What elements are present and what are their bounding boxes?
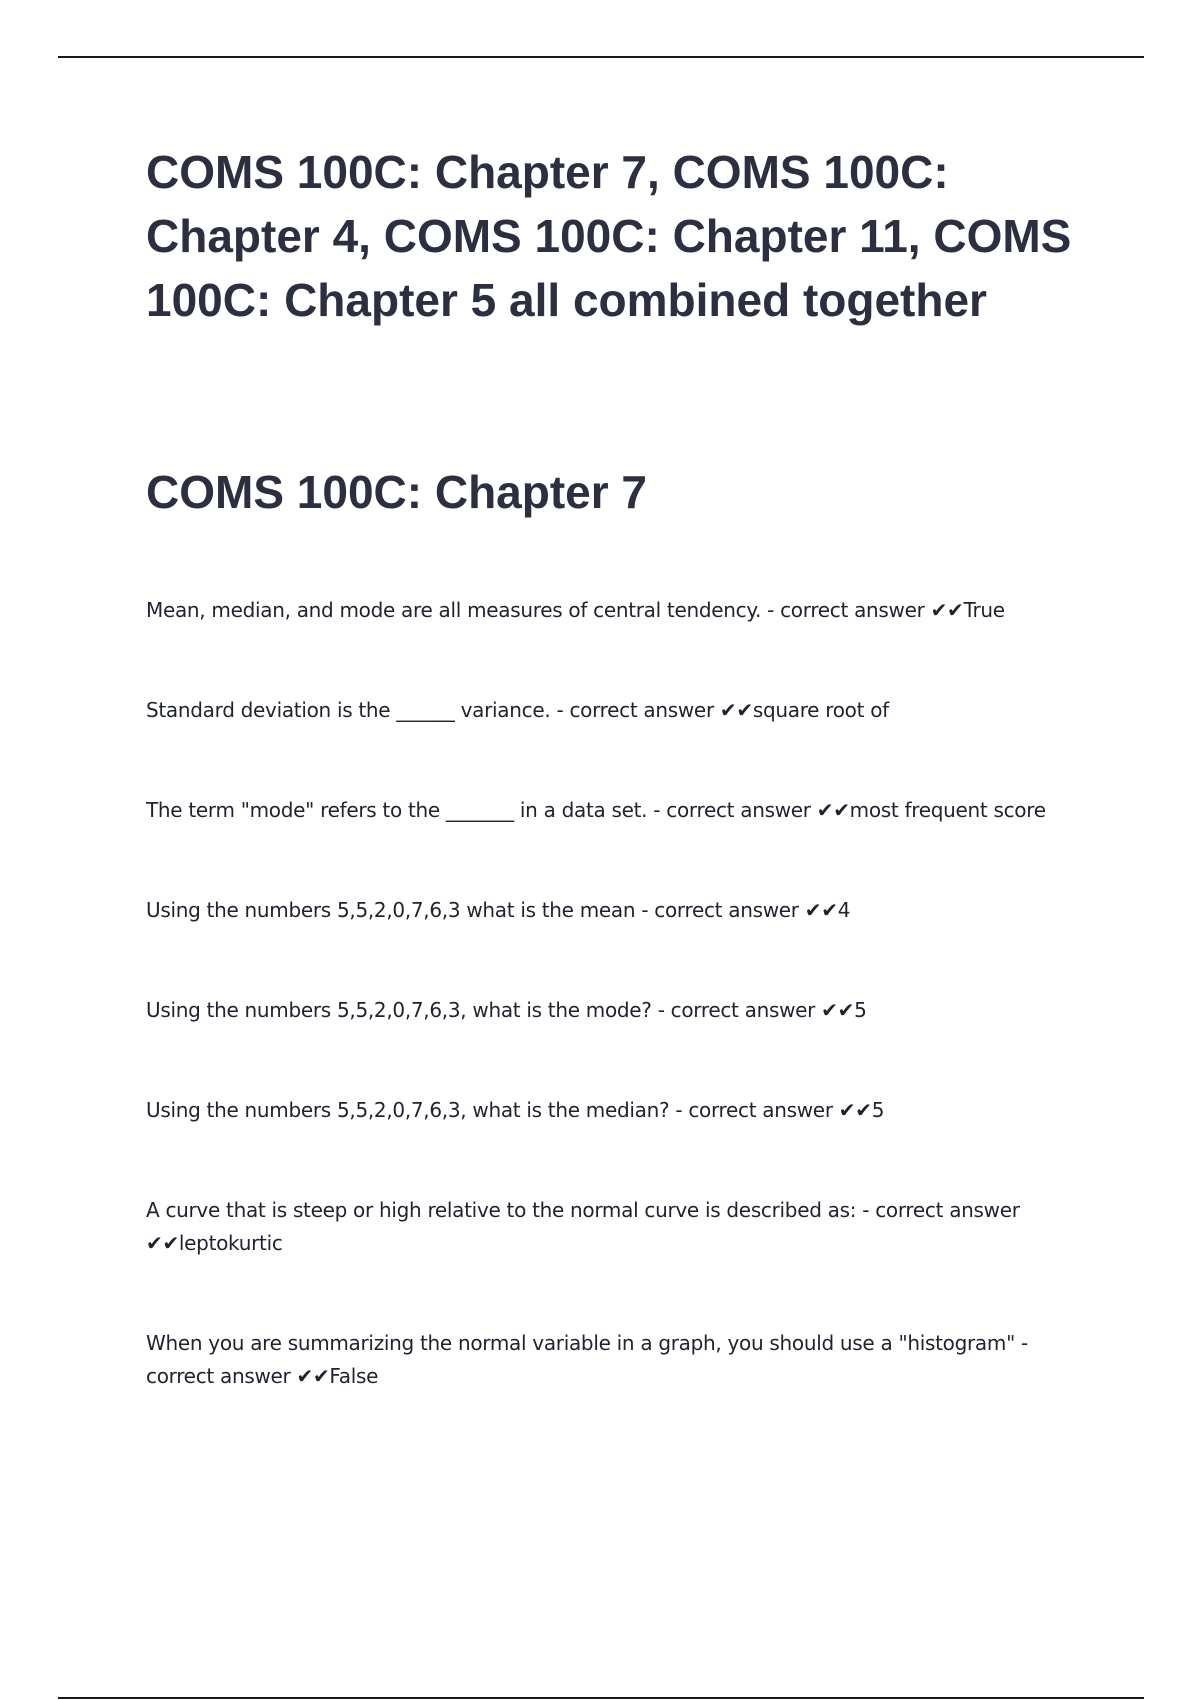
qa-item: [146, 1194, 1086, 1260]
qa-question: Using the numbers 5,5,2,0,7,6,3, what is the median?: [146, 1098, 670, 1122]
qa-item: [146, 894, 1086, 927]
qa-separator: - correct answer: [146, 1331, 1028, 1388]
qa-item: [146, 994, 1086, 1027]
qa-separator: - correct answer: [550, 698, 720, 722]
footer-rule: [58, 1697, 1144, 1699]
qa-item: [146, 1094, 1086, 1127]
check-icon: ✔✔: [719, 698, 753, 722]
qa-answer: square root of: [752, 698, 889, 722]
qa-item: [146, 1327, 1086, 1393]
qa-question: Using the numbers 5,5,2,0,7,6,3, what is the mode?: [146, 998, 652, 1022]
qa-question: When you are summarizing the normal variable in a graph, you should use a "histogram": [146, 1331, 1015, 1355]
check-icon: ✔✔: [930, 598, 964, 622]
qa-separator: - correct answer: [635, 898, 805, 922]
qa-separator: - correct answer: [651, 998, 822, 1022]
qa-item: [146, 794, 1086, 827]
qa-question: Using the numbers 5,5,2,0,7,6,3 what is the mean: [146, 898, 636, 922]
qa-separator: - correct answer: [856, 1198, 1020, 1222]
qa-question: The term "mode" refers to the _______ in a data set.: [146, 798, 648, 822]
header-rule: [58, 56, 1144, 58]
qa-item: [146, 694, 1086, 727]
qa-question: Mean, median, and mode are all measures of central tendency.: [146, 598, 762, 622]
qa-question: Standard deviation is the ______ variance.: [146, 698, 551, 722]
qa-separator: - correct answer: [647, 798, 817, 822]
qa-answer: False: [329, 1364, 379, 1388]
document-title: COMS 100C: Chapter 7, COMS 100C: Chapter 4, COMS 100C: Chapter 11, COMS 100C: Chapter 5 all combined together: [146, 146, 1072, 326]
qa-answer: True: [963, 598, 1005, 622]
qa-answer: 4: [837, 898, 851, 922]
qa-answer: 5: [871, 1098, 885, 1122]
qa-answer: 5: [854, 998, 867, 1022]
check-icon: ✔✔: [804, 898, 838, 922]
section-title: COMS 100C: Chapter 7: [146, 466, 648, 518]
qa-separator: - correct answer: [669, 1098, 839, 1122]
check-icon: ✔✔: [821, 998, 855, 1022]
qa-answer: most frequent score: [849, 798, 1046, 822]
qa-answer: leptokurtic: [178, 1231, 283, 1255]
qa-item: [146, 594, 1086, 627]
check-icon: ✔✔: [296, 1364, 330, 1388]
document-body: [146, 140, 1086, 1460]
qa-list: [146, 594, 1086, 1393]
check-icon: ✔✔: [838, 1098, 872, 1122]
check-icon: ✔✔: [146, 1231, 179, 1255]
qa-separator: - correct answer: [761, 598, 931, 622]
qa-question: A curve that is steep or high relative to the normal curve is described as:: [146, 1198, 857, 1222]
check-icon: ✔✔: [816, 798, 850, 822]
